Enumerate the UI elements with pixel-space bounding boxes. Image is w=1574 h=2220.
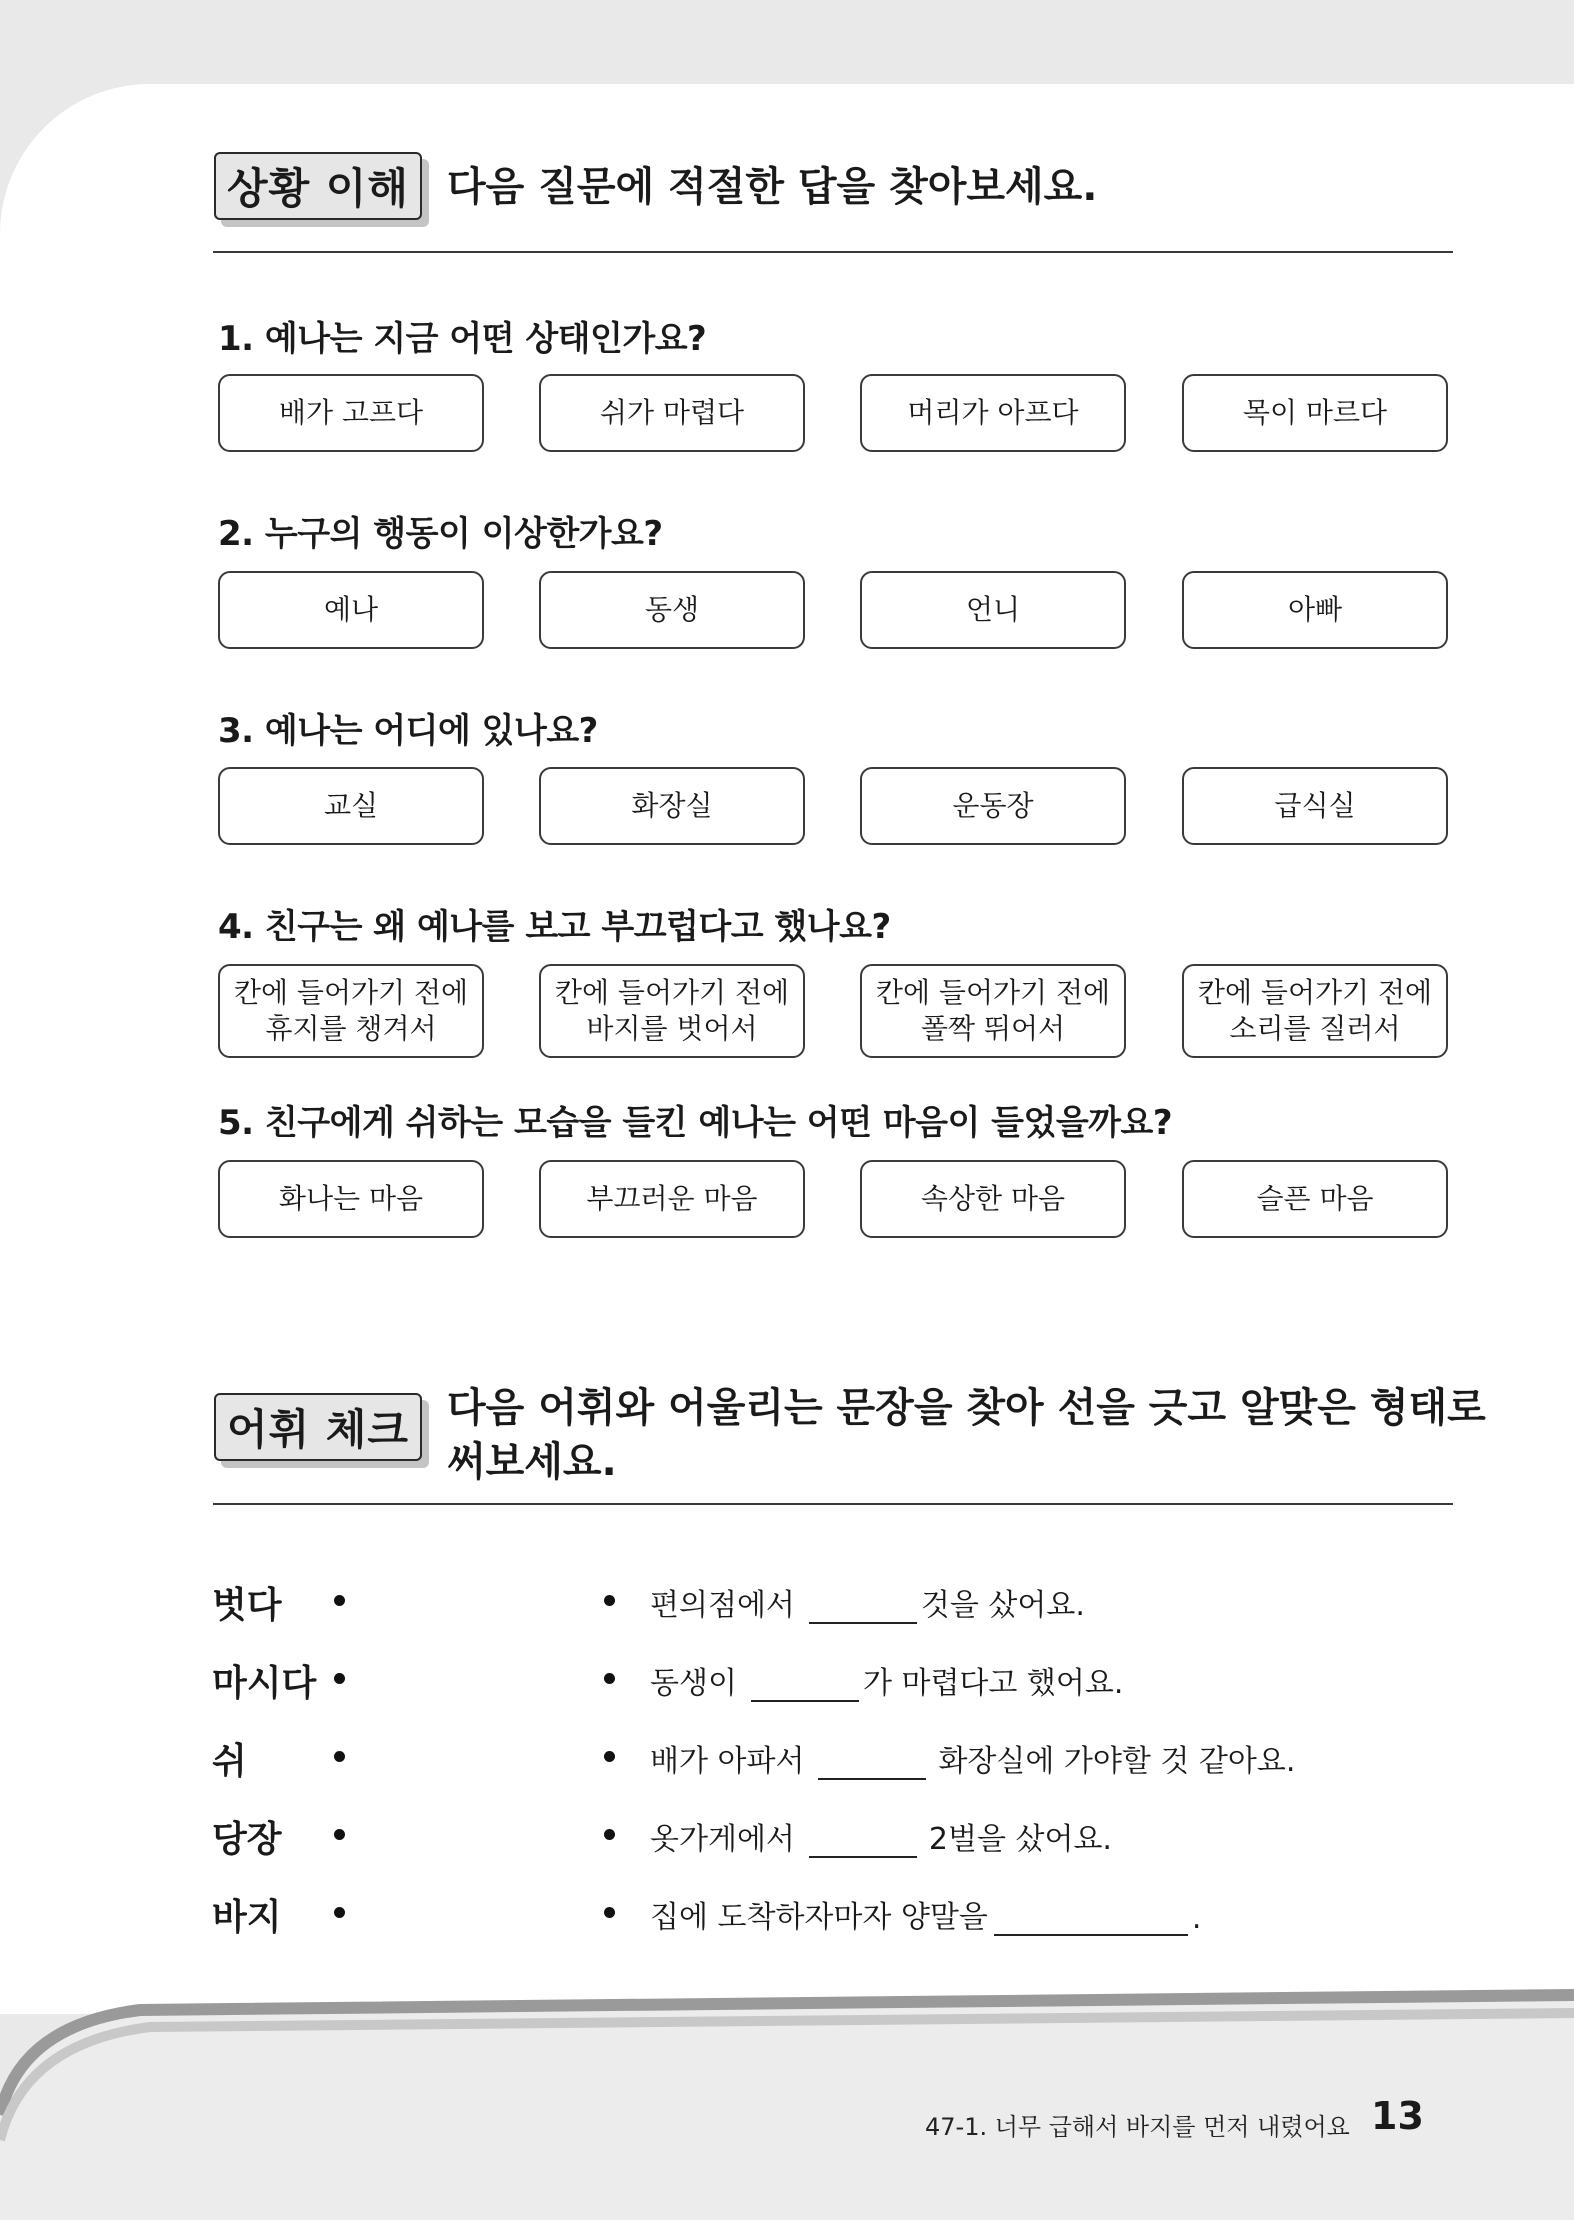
answer-option[interactable]	[860, 964, 1126, 1058]
page-number: 13	[1371, 2094, 1424, 2138]
option-line: 칸에 들어가기 전에	[233, 976, 469, 1009]
match-dot-right[interactable]	[604, 1829, 615, 1840]
vocab-word: 마시다	[212, 1663, 317, 1704]
vocab-word: 쉬	[212, 1741, 247, 1782]
section-tag-vocabulary: 어휘 체크	[214, 1393, 422, 1461]
sentence-before: 동생이	[650, 1666, 737, 1701]
option-line: 칸에 들어가기 전에	[1197, 976, 1433, 1009]
answer-option[interactable]: 속상한 마음	[860, 1160, 1126, 1238]
answer-blank[interactable]	[751, 1668, 859, 1702]
answer-option[interactable]	[539, 964, 805, 1058]
section-title-vocabulary	[447, 1381, 1486, 1489]
answer-option[interactable]: 부끄러운 마음	[539, 1160, 805, 1238]
option-line: 칸에 들어가기 전에	[554, 976, 790, 1009]
option-line: 폴짝 뛰어서	[920, 1012, 1066, 1045]
answer-option[interactable]: 화장실	[539, 767, 805, 845]
fill-in-sentence	[650, 1736, 1295, 1780]
fill-in-sentence	[650, 1658, 1123, 1702]
question-1: 1. 예나는 지금 어떤 상태인가요?	[218, 319, 707, 359]
match-dot-right[interactable]	[604, 1751, 615, 1762]
answer-blank[interactable]	[809, 1824, 917, 1858]
vocab-word: 벗다	[212, 1585, 282, 1626]
answer-option[interactable]: 쉬가 마렵다	[539, 374, 805, 452]
section-tag-situation: 상황 이해	[214, 152, 422, 220]
question-2: 2. 누구의 행동이 이상한가요?	[218, 514, 663, 554]
answer-option[interactable]: 슬픈 마음	[1182, 1160, 1448, 1238]
sentence-after: 것을 샀어요.	[920, 1588, 1085, 1623]
question-3: 3. 예나는 어디에 있나요?	[218, 711, 598, 751]
answer-option[interactable]: 목이 마르다	[1182, 374, 1448, 452]
option-line: 휴지를 챙겨서	[265, 1012, 437, 1045]
answer-option[interactable]: 배가 고프다	[218, 374, 484, 452]
answer-blank[interactable]	[809, 1590, 917, 1624]
answer-option[interactable]: 동생	[539, 571, 805, 649]
option-line: 칸에 들어가기 전에	[875, 976, 1111, 1009]
option-line: 바지를 벗어서	[586, 1012, 758, 1045]
fill-in-sentence	[650, 1580, 1085, 1624]
question-4: 4. 친구는 왜 예나를 보고 부끄럽다고 했나요?	[218, 907, 891, 947]
question-5: 5. 친구에게 쉬하는 모습을 들킨 예나는 어떤 마음이 들었을까요?	[218, 1103, 1173, 1143]
answer-option[interactable]: 급식실	[1182, 767, 1448, 845]
match-dot-right[interactable]	[604, 1595, 615, 1606]
sentence-before: 집에 도착하자마자 양말을	[650, 1900, 988, 1935]
answer-option[interactable]: 언니	[860, 571, 1126, 649]
option-text	[1198, 975, 1432, 1047]
answer-option[interactable]: 아빠	[1182, 571, 1448, 649]
answer-option[interactable]: 화나는 마음	[218, 1160, 484, 1238]
answer-option[interactable]	[1182, 964, 1448, 1058]
answer-blank[interactable]	[818, 1746, 926, 1780]
answer-option[interactable]: 운동장	[860, 767, 1126, 845]
match-dot-right[interactable]	[604, 1673, 615, 1684]
match-dot-left[interactable]	[334, 1595, 345, 1606]
sentence-after: 화장실에 가야할 것 같아요.	[938, 1744, 1296, 1779]
section-title-line: 써보세요.	[447, 1439, 617, 1485]
sentence-after: 가 마렵다고 했어요.	[862, 1666, 1124, 1701]
match-dot-left[interactable]	[334, 1673, 345, 1684]
vocab-word: 바지	[212, 1897, 282, 1938]
option-text	[555, 975, 789, 1047]
match-dot-right[interactable]	[604, 1907, 615, 1918]
sentence-before: 편의점에서	[650, 1588, 795, 1623]
section-title-situation: 다음 질문에 적절한 답을 찾아보세요.	[447, 164, 1098, 210]
match-dot-left[interactable]	[334, 1751, 345, 1762]
option-text	[234, 975, 468, 1047]
answer-option[interactable]	[218, 964, 484, 1058]
section-divider	[213, 251, 1453, 253]
answer-blank[interactable]	[994, 1902, 1188, 1936]
answer-option[interactable]: 교실	[218, 767, 484, 845]
option-line: 소리를 질러서	[1229, 1012, 1401, 1045]
fill-in-sentence	[650, 1892, 1201, 1936]
sentence-before: 옷가게에서	[650, 1822, 795, 1857]
sentence-before: 배가 아파서	[650, 1744, 805, 1779]
match-dot-left[interactable]	[334, 1829, 345, 1840]
sentence-after: 2벌을 샀어요.	[928, 1822, 1112, 1857]
section-divider	[213, 1503, 1453, 1505]
fill-in-sentence	[650, 1814, 1112, 1858]
page-caption: 47-1. 너무 급해서 바지를 먼저 내렸어요	[925, 2113, 1350, 2141]
answer-option[interactable]: 예나	[218, 571, 484, 649]
section-title-line: 다음 어휘와 어울리는 문장을 찾아 선을 긋고 알맞은 형태로	[447, 1385, 1486, 1431]
match-dot-left[interactable]	[334, 1907, 345, 1918]
answer-option[interactable]: 머리가 아프다	[860, 374, 1126, 452]
page-curl-edge	[0, 1965, 1574, 2220]
option-text	[876, 975, 1110, 1047]
vocab-word: 당장	[212, 1819, 282, 1860]
sentence-after: .	[1191, 1901, 1202, 1936]
